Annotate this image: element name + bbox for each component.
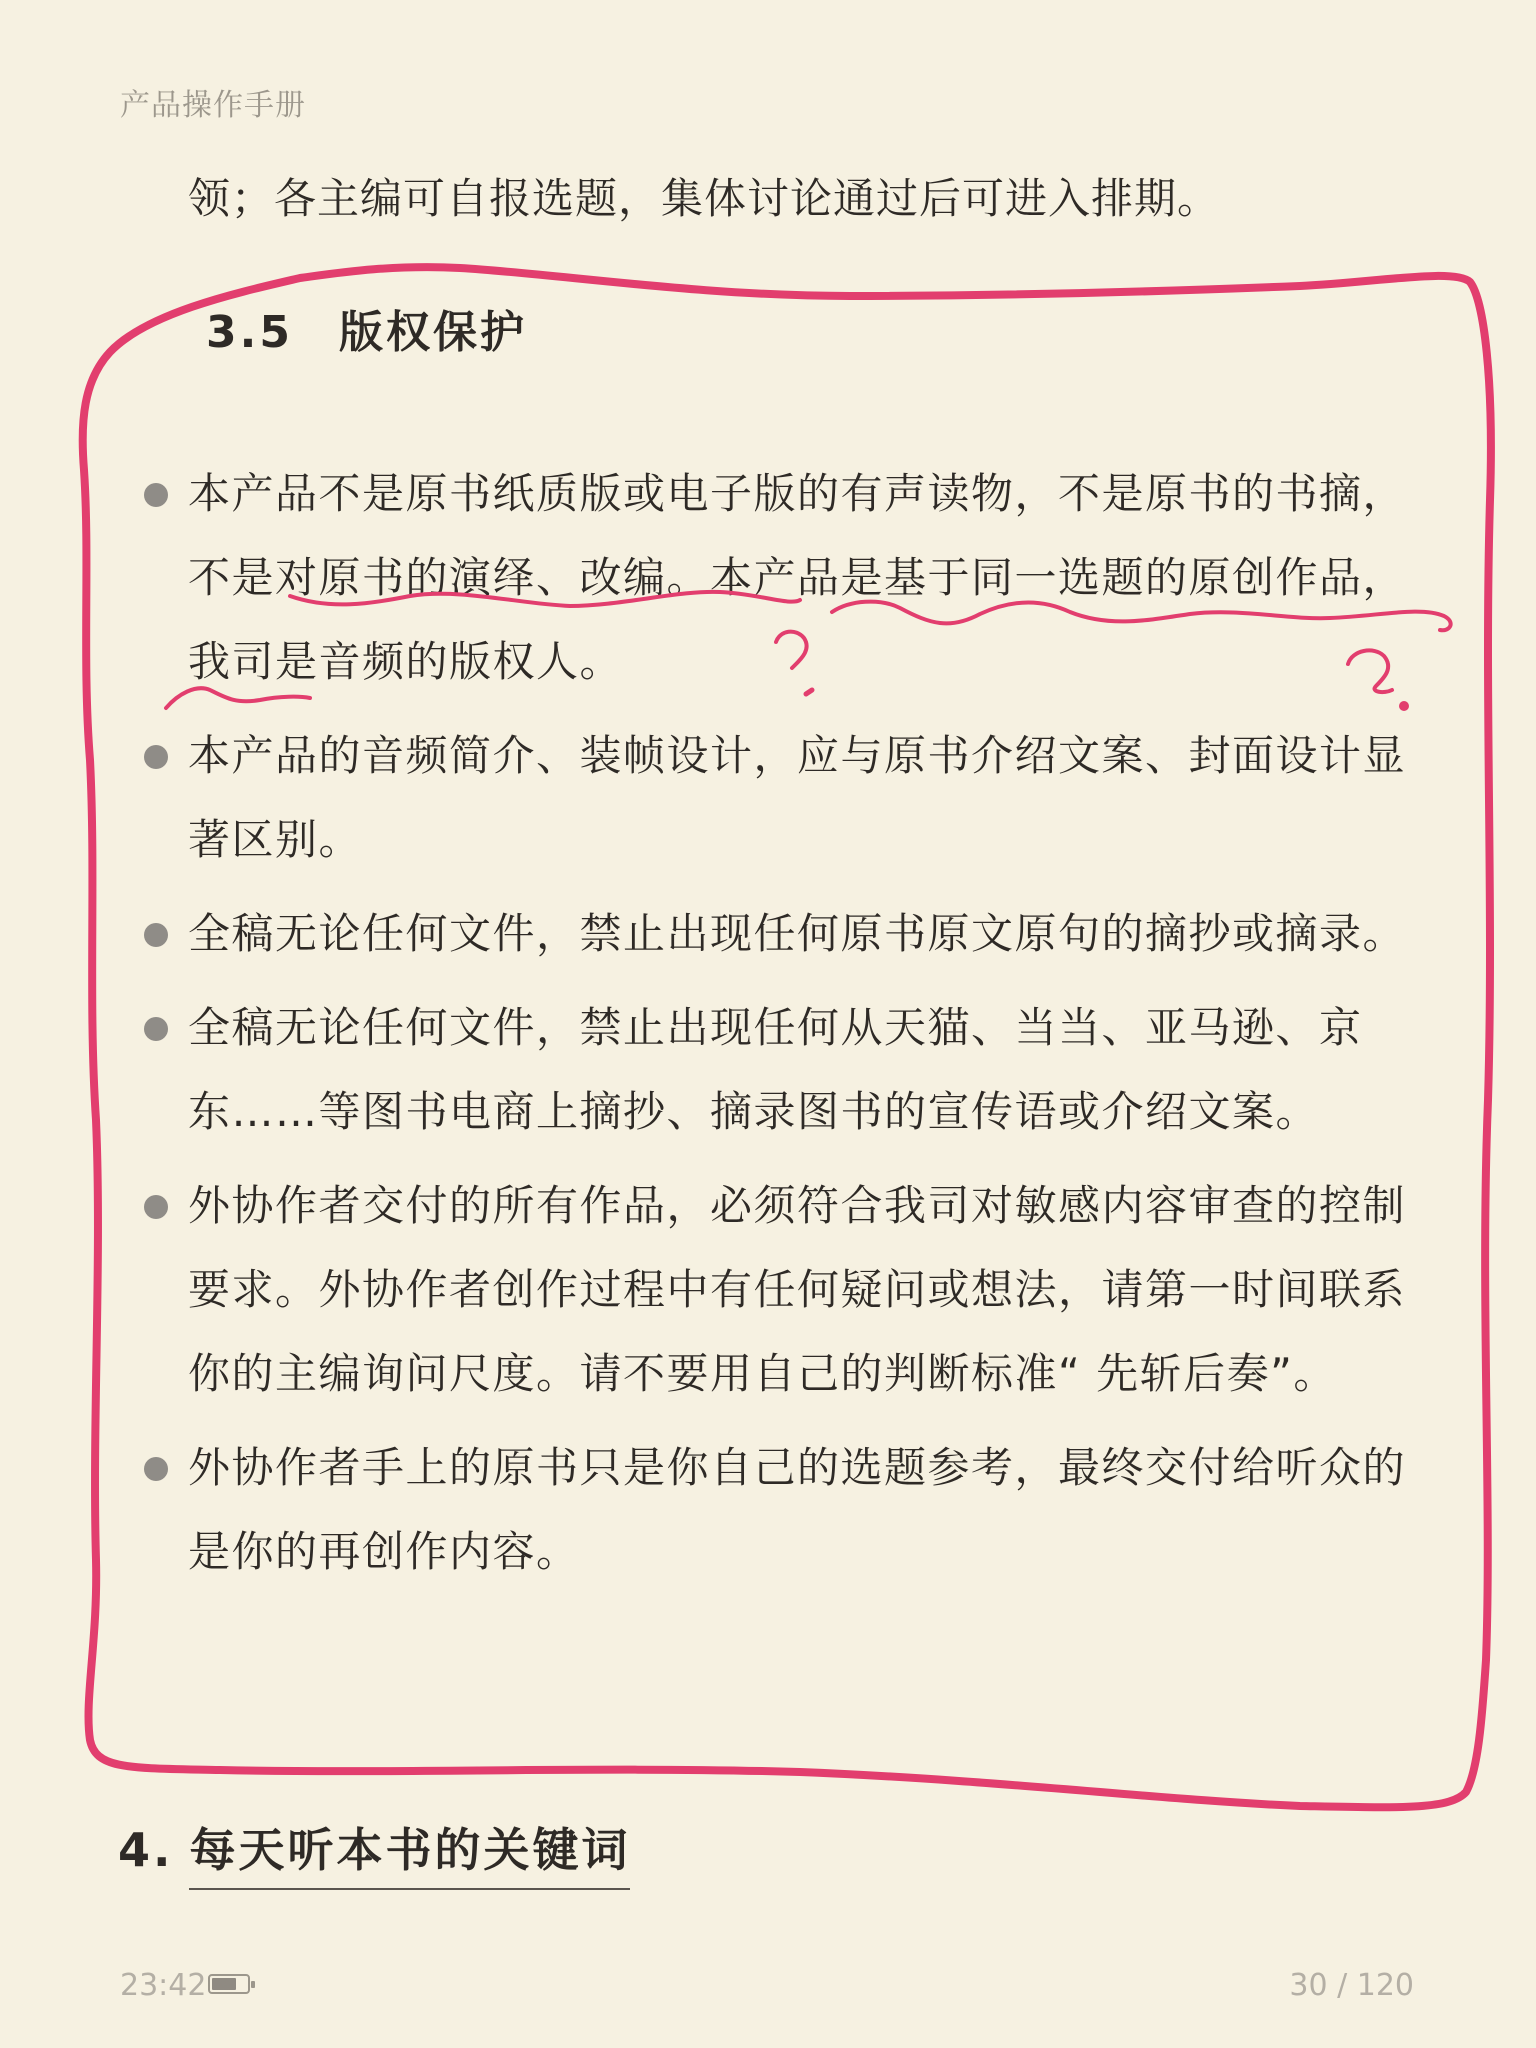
book-title-header: 产品操作手册 xyxy=(120,88,306,123)
bullet-dot-icon xyxy=(144,1195,168,1219)
bullet-dot-icon xyxy=(144,1017,168,1041)
chapter-heading[interactable] xyxy=(118,1814,630,1890)
chapter-title-link[interactable]: 每天听本书的关键词 xyxy=(189,1814,630,1890)
list-item xyxy=(140,986,1416,1154)
list-item-text: 外协作者手上的原书只是你自己的选题参考，最终交付给听众的是你的再创作内容。 xyxy=(188,1443,1407,1576)
battery-level-fill xyxy=(212,1978,236,1990)
section-number: 3.5 xyxy=(206,307,293,358)
chapter-number: 4. xyxy=(118,1823,174,1877)
page-indicator: 30 / 120 xyxy=(1289,1968,1414,2003)
section-heading xyxy=(206,296,527,360)
bullet-dot-icon xyxy=(144,745,168,769)
bullet-list xyxy=(140,452,1416,1604)
list-item xyxy=(140,892,1416,976)
clock-time: 23:42 xyxy=(120,1968,207,2003)
list-item-text: 本产品的音频简介、装帧设计，应与原书介绍文案、封面设计显著区别。 xyxy=(188,731,1407,864)
list-item-text: 全稿无论任何文件，禁止出现任何从天猫、当当、亚马逊、京东……等图书电商上摘抄、摘录图书的宣传语或介绍文案。 xyxy=(188,1003,1363,1136)
continued-paragraph-line: 领；各主编可自报选题，集体讨论通过后可进入排期。 xyxy=(188,174,1221,223)
list-item xyxy=(140,452,1416,704)
list-item xyxy=(140,1426,1416,1594)
battery-tip xyxy=(251,1981,255,1988)
bullet-dot-icon xyxy=(144,923,168,947)
battery-icon xyxy=(208,1974,250,1994)
list-item xyxy=(140,1164,1416,1416)
list-item-text: 本产品不是原书纸质版或电子版的有声读物，不是原书的书摘，不是对原书的演绎、改编。本产品是基于同一选题的原创作品，我司是音频的版权人。 xyxy=(188,469,1407,686)
bullet-dot-icon xyxy=(144,483,168,507)
section-title-text: 版权保护 xyxy=(338,307,527,358)
list-item-text: 全稿无论任何文件，禁止出现任何原书原文原句的摘抄或摘录。 xyxy=(188,909,1407,958)
list-item-text: 外协作者交付的所有作品，必须符合我司对敏感内容审查的控制要求。外协作者创作过程中有任何疑问或想法，请第一时间联系你的主编询问尺度。请不要用自己的判断标准“ 先斩后奏”。 xyxy=(188,1181,1407,1398)
bullet-dot-icon xyxy=(144,1457,168,1481)
list-item xyxy=(140,714,1416,882)
